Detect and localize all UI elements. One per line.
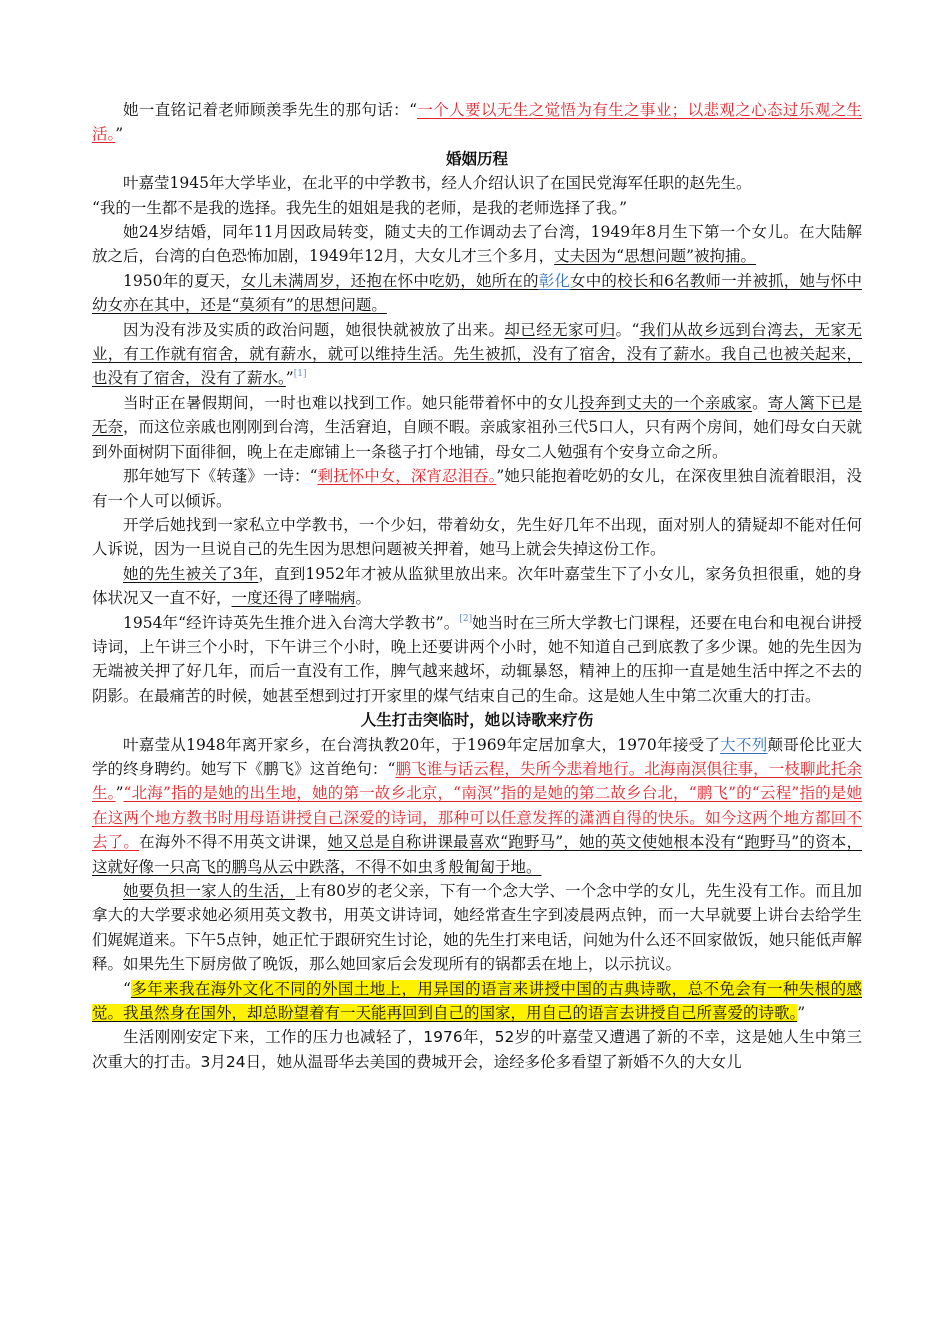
- text-run: 当时正在暑假期间，一时也难以找到工作。她只能带着怀中的女儿: [123, 393, 580, 412]
- text-run: 叶嘉莹从1948年离开家乡，在台湾执教20年，于1969年定居加拿大，1970年接受了: [123, 735, 721, 754]
- paragraph-family-burden: [92, 879, 862, 977]
- paragraph-zhuanpeng: [92, 464, 862, 513]
- link-zhanghua[interactable]: 彰化: [538, 271, 571, 290]
- text-run: ，直到1952年才被从监狱里放出来。次年叶嘉莹生下了小女儿，家务负担很重，她的身体状况又一直不好，: [92, 564, 862, 608]
- section-heading-marriage: 婚姻历程: [445, 149, 508, 168]
- text-run: 。: [355, 589, 372, 608]
- text-run: 1954年“经许诗英先生推介进入台湾大学教书”。: [123, 613, 460, 632]
- paragraph-graduation: 叶嘉莹1945年大学毕业，在北平的中学教书，经人介绍认识了在国民党海军任职的赵先生。: [123, 174, 752, 193]
- underlined-text: 丈夫因为“思想问题”被拘捕。: [554, 247, 757, 266]
- paragraph-choice-quote: “我的一生都不是我的选择。我先生的姐姐是我的老师，是我的老师选择了我。”: [92, 198, 628, 217]
- text-run: 她一直铭记着老师顾羡季先生的那句话：“: [123, 101, 417, 119]
- text-run: 她当时在三所大学教七门课程，还要在电台和电视台讲授诗词，上午讲三个小时，下午讲三个小时，晚上还要讲两个小时，她不知道自己到底教了多少课。她的先生因为无端被关押了好几年，而后一直没有工作，脾气越来越坏，动辄暴怒，精神上的压抑一直是她生活中挥之不去的阴影。在最痛苦的时候，她甚至想到过打开家里的煤气结束自己的生命。这是她人生中第二次重大的打击。: [92, 613, 862, 705]
- text-run: 上有80岁的老父亲，下有一个念大学、一个念中学的女儿，先生没有工作。而且加拿大的大学要求她必须用英文教书，用英文讲诗词，她经常查生字到凌晨两点钟，而一大早就要上讲台去给学生们娓娓道来。下午5点钟，她正忙于跟研究生讨论，她的先生打来电话，问她为什么还不回家做饭，她只能低声解释。如果先生下厨房做了晚饭，那么她回家后会发现所有的锅都丢在地上，以示抗议。: [92, 882, 862, 974]
- paragraph-homeless: [92, 318, 862, 391]
- underlined-text: 她又总是自称讲课最喜欢“跑野马”，她的英文使她根本没有“跑野马”的资本，这就好像一只高飞的鹏鸟从云中跌落，不得不如虫豸般匍匐于地。: [92, 833, 862, 876]
- underlined-text: 我们从故乡远到台湾去，无家无业，有工作就有宿舍，就有薪水，就可以维持生活。先生被抓，没有了宿舍，没有了薪水。我自己也被关起来，也没有了宿舍，没有了薪水。: [92, 320, 862, 388]
- red-quote: 一个人要以无生之觉悟为有生之事业；以悲观之心态过乐观之生活。: [92, 101, 862, 144]
- underlined-text: 寄人篱下已是无奈: [92, 393, 862, 437]
- underlined-text: 女中的校长和6名教师一并被抓，她与怀中幼女亦在其中，还是“莫须有”的思想问题。: [92, 271, 862, 315]
- footnote-ref-2[interactable]: [2]: [459, 613, 473, 624]
- underlined-text: 她要负担一家人的生活，: [123, 882, 295, 900]
- paragraph-relative: [92, 391, 862, 464]
- underlined-text: 她的先生被关了3年: [123, 564, 259, 583]
- text-run: “: [123, 979, 131, 998]
- underlined-text: 投奔到丈夫的一个亲戚家: [579, 393, 753, 412]
- paragraph-1976: 生活刚刚安定下来，工作的压力也减轻了，1976年，52岁的叶嘉莹又遭遇了新的不幸，这是她人生中第三次重大的打击。3月24日，她从温哥华去美国的费城开会，途经多伦多看望了新婚不久的大女儿: [92, 1028, 862, 1071]
- paragraph-1950: [92, 269, 862, 318]
- link-british-columbia[interactable]: 大不列: [720, 735, 768, 754]
- red-quote: “北海”指的是她的出生地，她的第一故乡北京，“南溟”指的是她的第二故乡台北，“鹏飞”的“云程”指的是她在这两个地方教书时用母语讲授自己深爱的诗词，那种可以任意发挥的潇洒自得的快乐。如今这两个地方都回不去了。: [92, 784, 862, 852]
- paragraph-1954: [92, 611, 862, 709]
- paragraph-private-school: 开学后她找到一家私立中学教书，一个少妇，带着幼女，先生好几年不出现，面对别人的猜疑却不能对任何人诉说，因为一旦说自己的先生因为思想问题被关押着，她马上就会失掉这份工作。: [92, 515, 862, 559]
- paragraph-canada: [92, 733, 862, 879]
- text-run: 。“: [615, 320, 640, 339]
- text-run: 颠哥伦比亚大学的终身聘约。她写下《鹏飞》这首绝句：“: [92, 735, 862, 778]
- red-quote: 鹏飞谁与话云程，失所今悲着地行。北海南溟俱往事，一枝聊此托余生。: [92, 759, 862, 803]
- text-run: 在海外不得不用英文讲课，: [139, 833, 328, 852]
- red-quote: 剩抚怀中女，深宵忍泪吞。: [317, 467, 497, 486]
- text-run: ，而这位亲戚也刚刚到台湾，生活窘迫，自顾不暇。亲戚家祖孙三代5口人，只有两个房间，她们母女白天就到外面树阴下面徘徊，晚上在走廊铺上一条毯子打个地铺，母女二人勉强有个安身立命之所。: [92, 418, 862, 461]
- text-run: 。: [752, 393, 768, 412]
- text-run: ”: [797, 1004, 806, 1023]
- section-heading-poetry: 人生打击突临时，她以诗歌来疗伤: [360, 711, 594, 730]
- text-run: ”: [115, 784, 124, 803]
- underlined-text: 却已经无家可归: [504, 320, 616, 339]
- text-run: 1950年的夏天，: [123, 271, 241, 290]
- text-run: ”: [115, 125, 124, 144]
- text-run: 那年她写下《转蓬》一诗：“: [123, 467, 318, 486]
- underlined-text: 女儿未满周岁，还抱在怀中吃奶，她所在的: [240, 271, 539, 290]
- document-body: [92, 98, 862, 1074]
- text-run: ”: [285, 369, 294, 388]
- paragraph-marriage-taiwan: [92, 220, 862, 269]
- paragraph-husband-released: [92, 562, 862, 611]
- text-run: 因为没有涉及实质的政治问题，她很快就被放了出来。: [123, 320, 505, 339]
- footnote-ref-1[interactable]: [1]: [293, 369, 307, 380]
- highlighted-quote: 多年来我在海外文化不同的外国土地上，用异国的语言来讲授中国的古典诗歌，总不免会有一种失根的感觉。我虽然身在国外，却总盼望着有一天能再回到自己的国家，用自己的语言去讲授自己所喜爱的诗歌。: [92, 979, 862, 1023]
- text-run: ”她只能抱着吃奶的女儿，在深夜里独自流着眼泪，没有一个人可以倾诉。: [92, 467, 862, 510]
- text-run: 她24岁结婚，同年11月因政局转变，随丈夫的工作调动去了台湾，1949年8月生下第一个女儿。在大陆解放之后，台湾的白色恐怖加剧，1949年12月，大女儿才三个多月，: [92, 223, 862, 266]
- paragraph-rootless-quote: [92, 977, 862, 1026]
- paragraph-teacher-quote: [92, 98, 862, 147]
- underlined-text: 一度还得了哮喘病: [231, 589, 356, 608]
